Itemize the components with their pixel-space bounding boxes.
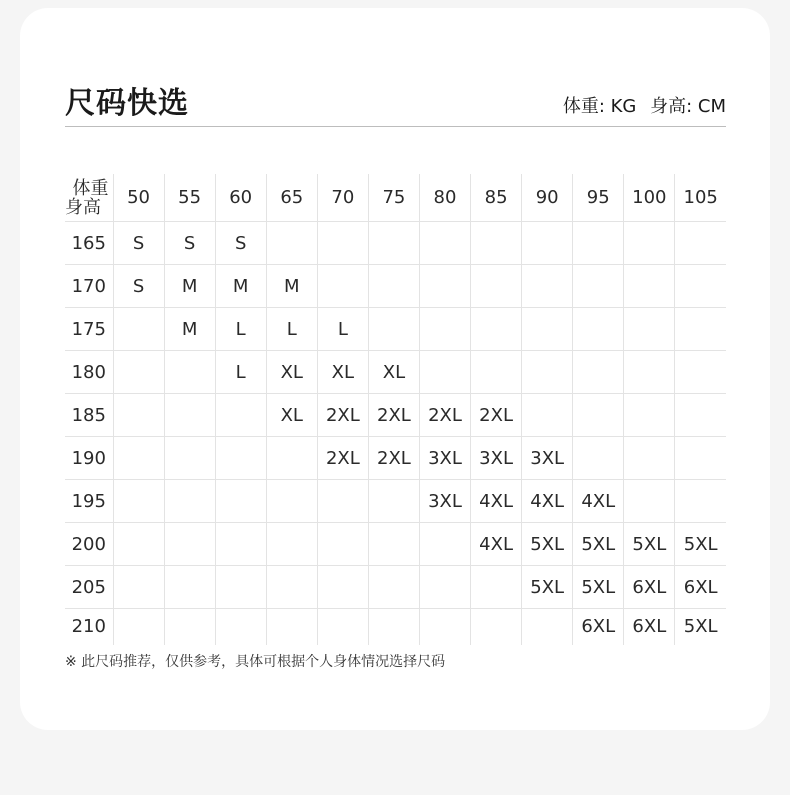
- weight-header-cell: 60: [215, 174, 266, 222]
- size-cell: [113, 394, 164, 437]
- size-cell: [419, 609, 470, 645]
- size-cell: 5XL: [522, 566, 573, 609]
- size-cell: [113, 480, 164, 523]
- size-cell: [419, 265, 470, 308]
- size-cell: [471, 566, 522, 609]
- size-cell: [164, 523, 215, 566]
- size-cell: [624, 222, 675, 265]
- size-cell: [368, 480, 419, 523]
- size-cell: [266, 437, 317, 480]
- title-divider: [65, 126, 726, 127]
- height-cell: 195: [65, 480, 113, 523]
- size-cell: [215, 394, 266, 437]
- size-cell: [624, 480, 675, 523]
- size-cell: L: [215, 351, 266, 394]
- size-cell: S: [215, 222, 266, 265]
- size-cell: [675, 222, 726, 265]
- weight-header-cell: 85: [471, 174, 522, 222]
- size-cell: 4XL: [471, 480, 522, 523]
- size-cell: 4XL: [573, 480, 624, 523]
- size-cell: [419, 308, 470, 351]
- size-cell: [368, 566, 419, 609]
- size-cell: [624, 351, 675, 394]
- size-cell: [675, 437, 726, 480]
- size-cell: [522, 308, 573, 351]
- weight-header-cell: 80: [419, 174, 470, 222]
- size-cell: [113, 308, 164, 351]
- size-cell: [522, 265, 573, 308]
- size-cell: 2XL: [368, 437, 419, 480]
- size-guide-card: [20, 8, 770, 730]
- size-cell: [675, 480, 726, 523]
- size-cell: [573, 265, 624, 308]
- size-cell: [368, 609, 419, 645]
- size-cell: L: [215, 308, 266, 351]
- size-cell: 4XL: [522, 480, 573, 523]
- size-cell: [471, 308, 522, 351]
- height-cell: 180: [65, 351, 113, 394]
- size-cell: [113, 351, 164, 394]
- size-cell: [573, 437, 624, 480]
- size-cell: [317, 566, 368, 609]
- weight-header-cell: 90: [522, 174, 573, 222]
- weight-header-cell: 95: [573, 174, 624, 222]
- weight-header-cell: 65: [266, 174, 317, 222]
- size-cell: [522, 351, 573, 394]
- size-cell: XL: [317, 351, 368, 394]
- size-cell: [368, 222, 419, 265]
- size-cell: XL: [266, 394, 317, 437]
- size-cell: 3XL: [419, 480, 470, 523]
- table-row: [65, 523, 726, 566]
- size-table: [65, 174, 726, 645]
- table-row: [65, 566, 726, 609]
- size-cell: [266, 222, 317, 265]
- size-cell: [624, 394, 675, 437]
- size-cell: [215, 566, 266, 609]
- size-cell: [624, 437, 675, 480]
- size-cell: [215, 609, 266, 645]
- table-row: [65, 222, 726, 265]
- size-cell: [368, 308, 419, 351]
- size-cell: [113, 437, 164, 480]
- size-cell: [471, 222, 522, 265]
- size-cell: [368, 265, 419, 308]
- size-cell: [573, 222, 624, 265]
- height-cell: 175: [65, 308, 113, 351]
- size-cell: [471, 351, 522, 394]
- page-title: 尺码快选: [65, 86, 189, 121]
- size-cell: [471, 609, 522, 645]
- weight-unit-label: 体重: KG: [562, 96, 637, 117]
- size-cell: [317, 523, 368, 566]
- size-cell: M: [266, 265, 317, 308]
- size-cell: 6XL: [624, 609, 675, 645]
- size-cell: [675, 308, 726, 351]
- size-cell: [675, 394, 726, 437]
- size-table-body: [65, 222, 726, 645]
- size-cell: [113, 566, 164, 609]
- size-cell: 5XL: [573, 523, 624, 566]
- size-cell: M: [164, 265, 215, 308]
- weight-header-cell: 70: [317, 174, 368, 222]
- table-row: [65, 265, 726, 308]
- size-cell: [266, 609, 317, 645]
- size-cell: 6XL: [675, 566, 726, 609]
- height-cell: 170: [65, 265, 113, 308]
- size-cell: S: [113, 265, 164, 308]
- size-cell: [266, 523, 317, 566]
- height-unit-label: 身高: CM: [650, 96, 726, 117]
- height-cell: 200: [65, 523, 113, 566]
- table-row: [65, 394, 726, 437]
- size-cell: [266, 566, 317, 609]
- size-cell: [522, 394, 573, 437]
- size-cell: 5XL: [573, 566, 624, 609]
- size-cell: [675, 351, 726, 394]
- weight-header-cell: 105: [675, 174, 726, 222]
- size-cell: [624, 308, 675, 351]
- size-cell: [164, 609, 215, 645]
- size-cell: [573, 394, 624, 437]
- size-cell: [522, 222, 573, 265]
- table-row: [65, 480, 726, 523]
- size-cell: [624, 265, 675, 308]
- corner-weight-label: 体重: [72, 177, 109, 199]
- size-cell: [522, 609, 573, 645]
- size-cell: [419, 523, 470, 566]
- table-row: [65, 437, 726, 480]
- size-cell: 2XL: [368, 394, 419, 437]
- height-cell: 165: [65, 222, 113, 265]
- size-cell: S: [113, 222, 164, 265]
- size-cell: 5XL: [522, 523, 573, 566]
- size-cell: 5XL: [675, 523, 726, 566]
- disclaimer-note: ※ 此尺码推荐，仅供参考，具体可根据个人身体情况选择尺码: [65, 654, 446, 670]
- size-cell: [164, 394, 215, 437]
- size-cell: [419, 351, 470, 394]
- size-cell: 5XL: [624, 523, 675, 566]
- size-cell: 3XL: [522, 437, 573, 480]
- size-cell: [215, 437, 266, 480]
- size-cell: [215, 480, 266, 523]
- size-cell: [368, 523, 419, 566]
- size-cell: 2XL: [317, 394, 368, 437]
- height-cell: 205: [65, 566, 113, 609]
- size-cell: M: [164, 308, 215, 351]
- size-cell: 6XL: [573, 609, 624, 645]
- size-cell: [471, 265, 522, 308]
- size-cell: [164, 566, 215, 609]
- size-cell: L: [317, 308, 368, 351]
- size-cell: [164, 480, 215, 523]
- weight-header-cell: 75: [368, 174, 419, 222]
- size-cell: L: [266, 308, 317, 351]
- size-cell: [317, 480, 368, 523]
- units-legend: [555, 92, 726, 118]
- height-cell: 185: [65, 394, 113, 437]
- size-cell: [573, 351, 624, 394]
- table-row: [65, 351, 726, 394]
- size-cell: 2XL: [317, 437, 368, 480]
- size-cell: [266, 480, 317, 523]
- size-cell: [164, 437, 215, 480]
- size-cell: 5XL: [683, 616, 718, 638]
- size-cell: [675, 265, 726, 308]
- size-cell: 3XL: [471, 437, 522, 480]
- size-cell: 2XL: [471, 394, 522, 437]
- size-cell: [573, 308, 624, 351]
- size-cell: 2XL: [419, 394, 470, 437]
- height-cell: 190: [65, 437, 113, 480]
- corner-header: [65, 174, 113, 222]
- size-cell: 4XL: [471, 523, 522, 566]
- size-cell: XL: [266, 351, 317, 394]
- size-cell: S: [164, 222, 215, 265]
- size-cell: M: [215, 265, 266, 308]
- weight-header-cell: 100: [624, 174, 675, 222]
- size-cell: [419, 566, 470, 609]
- size-cell: [113, 523, 164, 566]
- size-cell: [164, 351, 215, 394]
- weight-header-cell: 50: [113, 174, 164, 222]
- size-cell: XL: [368, 351, 419, 394]
- size-cell: 3XL: [419, 437, 470, 480]
- weight-header-cell: 55: [164, 174, 215, 222]
- corner-height-label: 身高: [65, 196, 101, 218]
- table-row: [65, 609, 726, 645]
- size-cell: [113, 609, 164, 645]
- table-row: [65, 308, 726, 351]
- size-cell: [215, 523, 266, 566]
- size-cell: [317, 265, 368, 308]
- size-cell: 6XL: [624, 566, 675, 609]
- size-cell: [317, 222, 368, 265]
- height-cell: 210: [65, 609, 113, 645]
- size-cell: [317, 609, 368, 645]
- size-cell: [419, 222, 470, 265]
- weight-header-row: [65, 174, 726, 222]
